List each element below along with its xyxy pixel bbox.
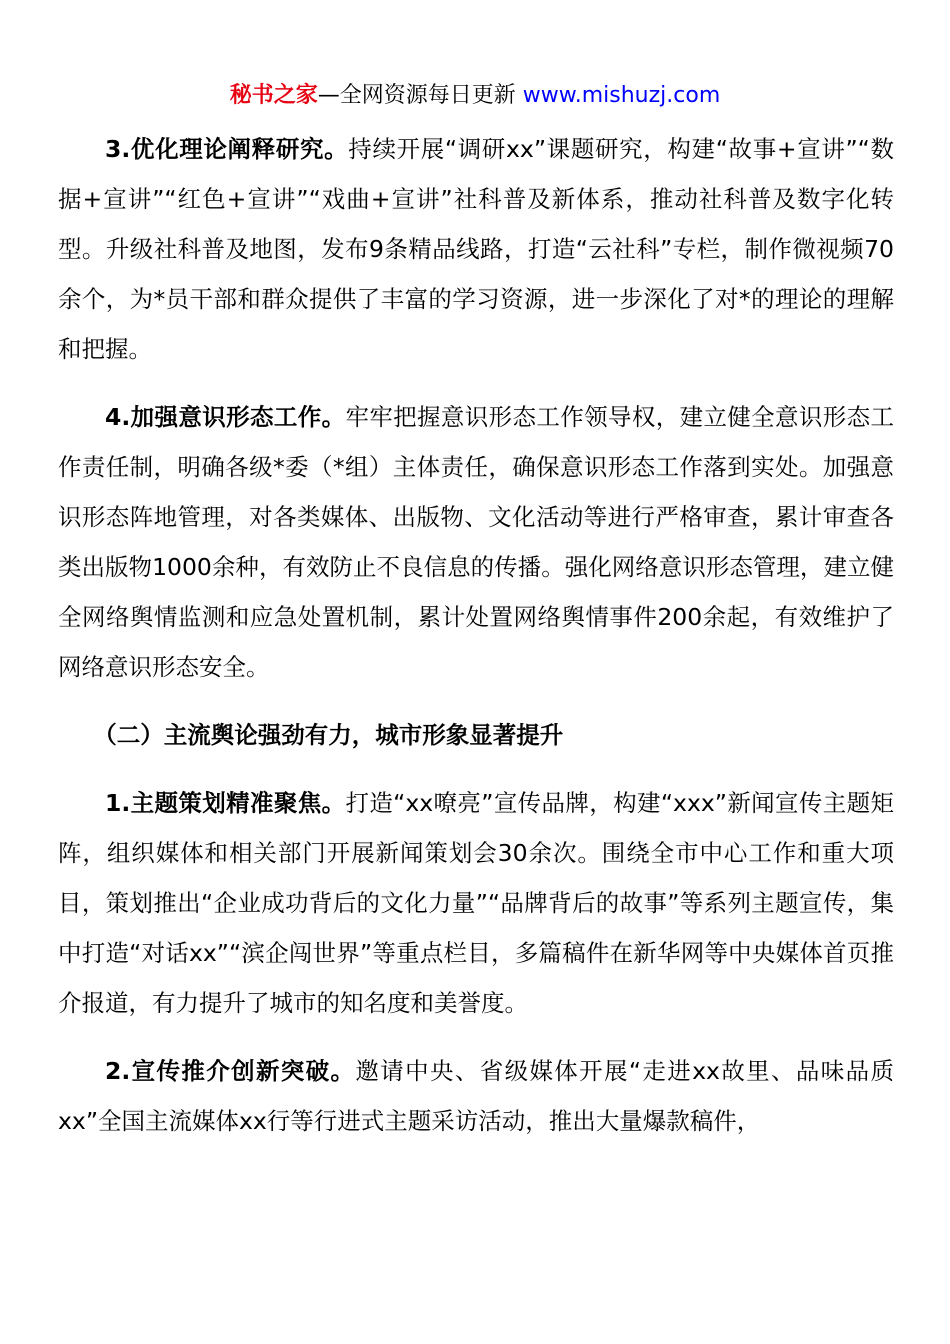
site-tagline: —全网资源每日更新 bbox=[317, 83, 516, 108]
paragraph-3 bbox=[58, 124, 894, 374]
paragraph-text: 牢牢把握意识形态工作领导权，建立健全意识形态工作责任制，明确各级*委（*组）主体责任，确保意识形态工作落到实处。加强意识形态阵地管理，对各类媒体、出版物、文化活动等进行严格审查，累计审查各类出版物1000余种，有效防止不良信息的传播。强化网络意识形态管理，建立健全网络舆情监测和应急处置机制，累计处置网络舆情事件200余起，有效维护了网络意识形态安全。 bbox=[58, 403, 895, 681]
document-body bbox=[58, 124, 894, 1164]
site-url-link[interactable]: www.mishuzj.com bbox=[522, 83, 721, 108]
paragraph-2 bbox=[58, 1046, 894, 1146]
paragraph-lead: 4.加强意识形态工作。 bbox=[105, 403, 346, 431]
paragraph-text: 邀请中央、省级媒体开展“走进xx故里、品味品质xx”全国主流媒体xx行等行进式主题采访活动，推出大量爆款稿件， bbox=[58, 1057, 894, 1135]
paragraph-text: 打造“xx嘹亮”宣传品牌，构建“xxx”新闻宣传主题矩阵，组织媒体和相关部门开展新闻策划会30余次。围绕全市中心工作和重大项目，策划推出“企业成功背后的文化力量”“品牌背后的故事”等系列主题宣传，集中打造“对话xx”“滨企闯世界”等重点栏目，多篇稿件在新华网等中央媒体首页推介报道，有力提升了城市的知名度和美誉度。 bbox=[58, 789, 895, 1017]
paragraph-4 bbox=[58, 392, 894, 692]
site-header bbox=[0, 80, 950, 112]
section-heading: （二）主流舆论强劲有力，城市形象显著提升 bbox=[93, 721, 564, 749]
paragraph-lead: 3.优化理论阐释研究。 bbox=[105, 135, 349, 163]
paragraph-text: 持续开展“调研xx”课题研究，构建“故事+宣讲”“数据+宣讲”“红色+宣讲”“戏曲+宣讲”社科普及新体系，推动社科普及数字化转型。升级社科普及地图，发布9条精品线路，打造“云社科”专栏，制作微视频70余个，为*员干部和群众提供了丰富的学习资源，进一步深化了对*的理论的理解和把握。 bbox=[58, 135, 894, 363]
paragraph-1 bbox=[58, 778, 894, 1028]
paragraph-lead: 2.宣传推介创新突破。 bbox=[105, 1057, 356, 1085]
site-brand: 秘书之家 bbox=[229, 83, 318, 108]
paragraph-lead: 1.主题策划精准聚焦。 bbox=[105, 789, 346, 817]
